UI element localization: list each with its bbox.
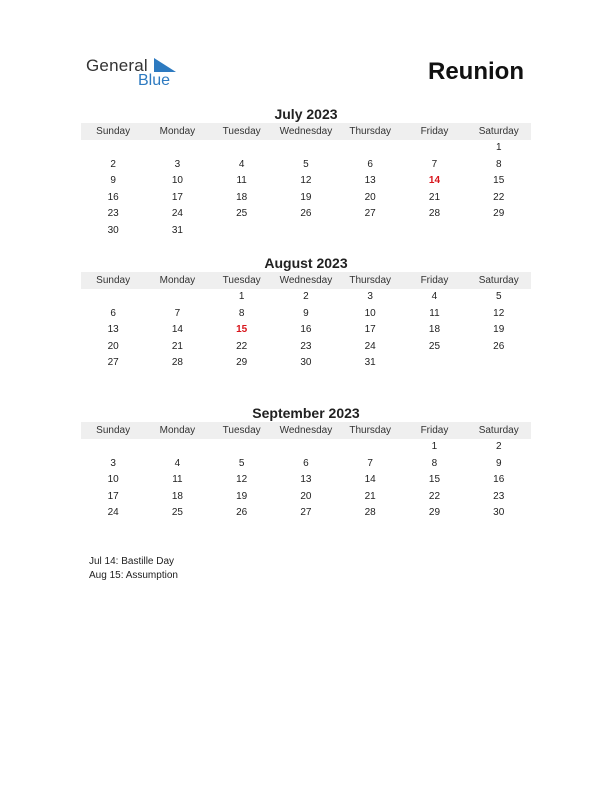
day-cell: 30 — [493, 507, 505, 519]
week-row — [81, 157, 531, 174]
empty-day-cell — [467, 355, 531, 372]
day-cell: 10 — [107, 474, 119, 486]
country-title: Reunion — [428, 58, 524, 85]
month-september — [81, 404, 531, 522]
empty-day-cell — [467, 223, 531, 240]
empty-day-cell — [81, 140, 145, 157]
empty-day-cell — [338, 439, 402, 456]
weekday-label: Sunday — [96, 126, 131, 137]
day-cell: 13 — [107, 324, 119, 336]
day-cell: 11 — [236, 175, 247, 187]
week-row — [81, 472, 531, 489]
weekday-label: Tuesday — [222, 425, 261, 436]
empty-day-cell — [210, 223, 274, 240]
empty-day-cell — [81, 289, 145, 306]
day-cell: 24 — [171, 208, 183, 220]
week-row — [81, 289, 531, 306]
day-cell: 6 — [303, 457, 309, 469]
day-cell: 2 — [495, 441, 502, 452]
day-cell: 31 — [364, 357, 376, 369]
month-july — [81, 105, 531, 240]
weekday-label: Friday — [420, 126, 449, 137]
day-cell: 16 — [493, 474, 505, 486]
day-cell: 11 — [172, 474, 183, 486]
holiday-note: Jul 14: Bastille Day — [89, 556, 175, 567]
day-cell: 8 — [495, 158, 502, 170]
week-row — [81, 456, 531, 473]
day-cell: 22 — [428, 490, 441, 502]
month-title: August 2023 — [264, 255, 348, 271]
empty-day-cell — [145, 289, 209, 306]
weekday-label: Monday — [159, 126, 196, 137]
weekday-label: Saturday — [478, 425, 519, 436]
day-cell: 14 — [171, 324, 183, 336]
weekday-label: Wednesday — [279, 126, 333, 137]
day-cell: 9 — [495, 457, 502, 469]
week-row — [81, 306, 531, 323]
weekday-label: Wednesday — [279, 275, 333, 286]
week-row — [81, 223, 531, 240]
weekday-label: Monday — [159, 275, 196, 286]
day-cell: 3 — [174, 158, 181, 170]
day-cell: 22 — [493, 191, 505, 203]
empty-day-cell — [145, 439, 209, 456]
day-cell: 17 — [364, 324, 376, 336]
day-cell: 23 — [493, 490, 505, 502]
day-cell: 7 — [431, 158, 438, 170]
day-cell: 21 — [428, 191, 441, 203]
day-cell: 24 — [107, 507, 119, 519]
day-cell: 5 — [303, 158, 309, 170]
holiday-note: Aug 15: Assumption — [89, 570, 178, 581]
empty-day-cell — [81, 439, 145, 456]
day-cell: 20 — [300, 490, 312, 502]
holiday-day-cell: 14 — [428, 175, 441, 187]
day-cell: 4 — [238, 158, 245, 170]
day-cell: 4 — [174, 457, 181, 469]
weekday-label: Friday — [420, 425, 449, 436]
day-cell: 4 — [431, 291, 438, 302]
week-row — [81, 505, 531, 522]
day-cell: 13 — [364, 175, 376, 187]
day-cell: 28 — [428, 208, 441, 220]
day-cell: 6 — [367, 158, 373, 170]
week-row — [81, 355, 531, 372]
day-cell: 9 — [303, 307, 309, 319]
week-row — [81, 339, 531, 356]
day-cell: 29 — [493, 208, 505, 220]
weekday-label: Tuesday — [222, 126, 261, 137]
day-cell: 10 — [364, 307, 376, 319]
weekday-label: Thursday — [349, 126, 392, 137]
day-cell: 15 — [493, 175, 505, 187]
weekday-header — [81, 123, 531, 140]
weekday-label: Saturday — [478, 275, 519, 286]
day-cell: 3 — [110, 457, 116, 469]
day-cell: 29 — [428, 507, 441, 519]
empty-day-cell — [145, 140, 209, 157]
day-cell: 20 — [364, 191, 376, 203]
weekday-label: Thursday — [349, 425, 392, 436]
day-cell: 17 — [107, 490, 119, 502]
month-title: September 2023 — [252, 405, 360, 421]
day-cell: 2 — [303, 291, 309, 302]
day-cell: 7 — [174, 307, 181, 319]
day-cell: 12 — [300, 175, 312, 187]
day-cell: 26 — [236, 507, 248, 519]
day-cell: 27 — [300, 507, 312, 519]
day-cell: 21 — [364, 490, 376, 502]
day-cell: 15 — [428, 474, 441, 486]
day-cell: 25 — [428, 340, 441, 352]
day-cell: 27 — [107, 357, 119, 369]
day-cell: 10 — [171, 175, 183, 187]
weekday-header — [81, 272, 531, 289]
week-row — [81, 206, 531, 223]
empty-day-cell — [210, 439, 274, 456]
day-cell: 31 — [171, 224, 183, 236]
month-title: July 2023 — [274, 106, 338, 122]
day-cell: 9 — [110, 175, 116, 187]
empty-day-cell — [402, 223, 466, 240]
day-cell: 23 — [300, 340, 312, 352]
day-cell: 19 — [300, 191, 312, 203]
empty-day-cell — [274, 439, 338, 456]
week-row — [81, 489, 531, 506]
day-cell: 3 — [367, 291, 373, 302]
day-cell: 26 — [493, 340, 505, 352]
logo-text-blue: Blue — [138, 72, 171, 89]
weekday-header — [81, 422, 531, 439]
day-cell: 1 — [238, 291, 245, 302]
day-cell: 25 — [171, 507, 183, 519]
day-cell: 13 — [300, 474, 312, 486]
day-cell: 18 — [171, 490, 183, 502]
day-cell: 21 — [171, 340, 183, 352]
day-cell: 20 — [107, 340, 119, 352]
weekday-label: Wednesday — [279, 425, 333, 436]
day-cell: 1 — [495, 142, 502, 153]
day-cell: 11 — [429, 307, 440, 319]
day-cell: 23 — [107, 208, 119, 220]
weekday-label: Tuesday — [222, 275, 261, 286]
day-cell: 24 — [364, 340, 376, 352]
day-cell: 19 — [493, 324, 505, 336]
day-cell: 28 — [171, 357, 183, 369]
empty-day-cell — [402, 355, 466, 372]
weekday-label: Saturday — [478, 126, 519, 137]
week-row — [81, 439, 531, 456]
week-row — [81, 190, 531, 207]
day-cell: 12 — [493, 307, 505, 319]
week-row — [81, 322, 531, 339]
day-cell: 19 — [236, 490, 248, 502]
empty-day-cell — [338, 140, 402, 157]
day-cell: 5 — [238, 457, 245, 469]
day-cell: 25 — [236, 208, 248, 220]
day-cell: 8 — [238, 307, 245, 319]
day-cell: 30 — [107, 224, 119, 236]
day-cell: 18 — [236, 191, 248, 203]
day-cell: 5 — [495, 291, 502, 302]
day-cell: 16 — [300, 324, 312, 336]
general-blue-logo — [86, 56, 186, 92]
day-cell: 16 — [107, 191, 119, 203]
weekday-label: Thursday — [349, 275, 392, 286]
holiday-day-cell: 15 — [236, 324, 248, 336]
logo-text-general: General — [86, 56, 148, 75]
day-cell: 29 — [236, 357, 248, 369]
day-cell: 30 — [300, 357, 312, 369]
day-cell: 12 — [236, 474, 248, 486]
day-cell: 22 — [236, 340, 248, 352]
day-cell: 6 — [110, 307, 116, 319]
weekday-label: Sunday — [96, 275, 131, 286]
day-cell: 7 — [367, 457, 373, 469]
weekday-label: Sunday — [96, 425, 131, 436]
day-cell: 17 — [171, 191, 183, 203]
holiday-notes — [89, 555, 178, 583]
day-cell: 26 — [300, 208, 312, 220]
day-cell: 1 — [431, 441, 438, 452]
empty-day-cell — [274, 140, 338, 157]
day-cell: 28 — [364, 507, 376, 519]
empty-day-cell — [210, 140, 274, 157]
day-cell: 14 — [364, 474, 376, 486]
week-row — [81, 140, 531, 157]
empty-day-cell — [338, 223, 402, 240]
weekday-label: Monday — [159, 425, 196, 436]
day-cell: 2 — [110, 158, 116, 170]
logo-triangle-icon — [154, 58, 176, 72]
empty-day-cell — [402, 140, 466, 157]
day-cell: 8 — [431, 457, 438, 469]
day-cell: 18 — [428, 324, 441, 336]
month-august — [81, 254, 531, 372]
weekday-label: Friday — [420, 275, 449, 286]
week-row — [81, 173, 531, 190]
empty-day-cell — [274, 223, 338, 240]
day-cell: 27 — [364, 208, 376, 220]
